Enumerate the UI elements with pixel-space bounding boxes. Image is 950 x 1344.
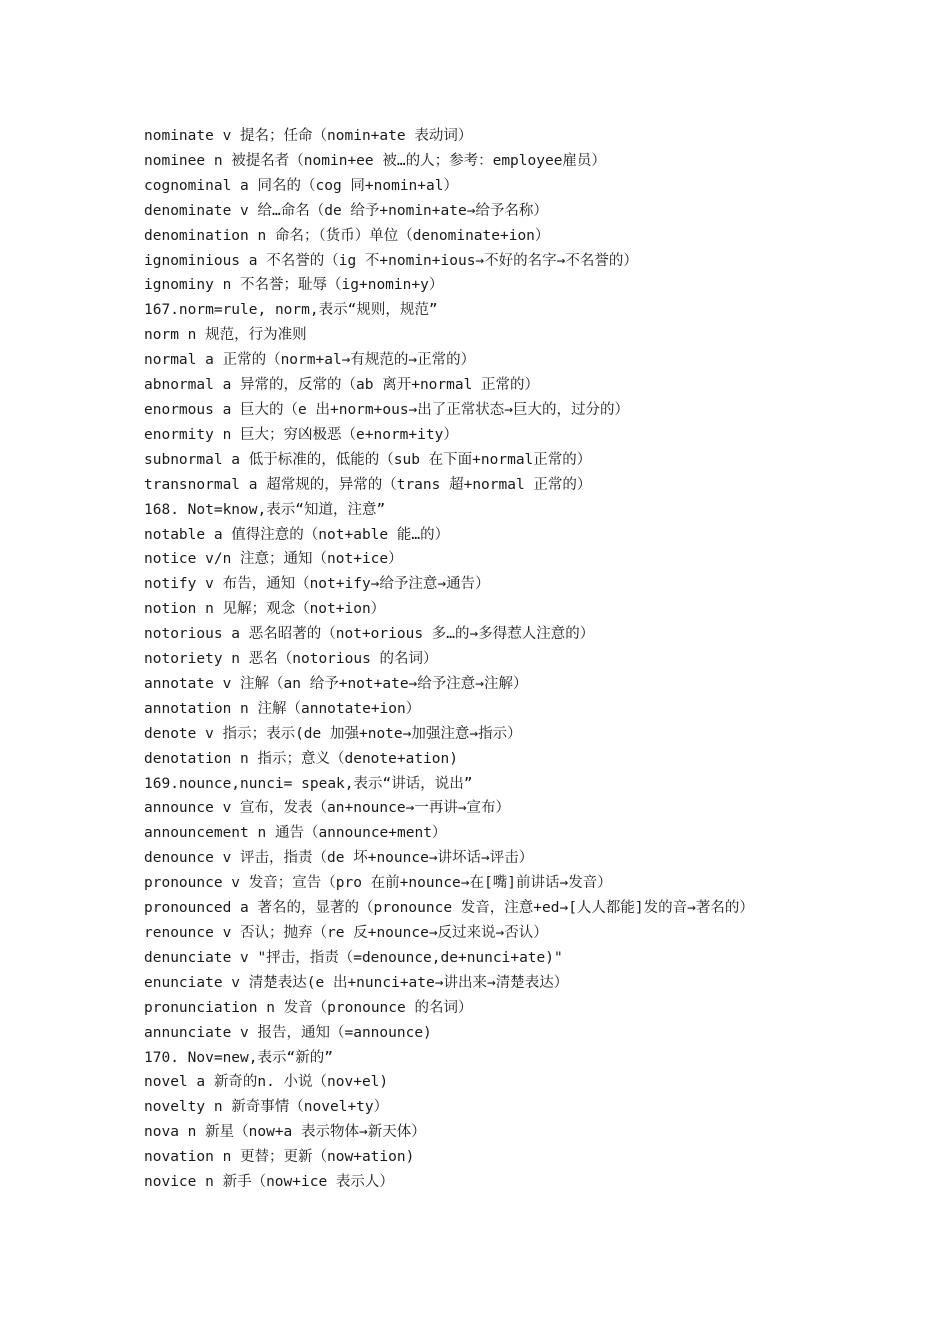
entry-denounce: denounce v 评击，指责（de 坏+nounce→讲坏话→评击） — [144, 850, 534, 867]
entry-denominate: denominate v 给…命名（de 给予+nomin+ate→给予名称） — [144, 202, 548, 219]
entry-nova: nova n 新星（now+a 表示物体→新天体） — [144, 1124, 426, 1141]
entry-pronunciation: pronunciation n 发音（pronounce 的名词） — [144, 999, 473, 1016]
section-heading-169-nounce: 169.nounce,nunci= speak,表示“讲话，说出” — [144, 775, 473, 792]
entry-cognominal: cognominal a 同名的（cog 同+nomin+al） — [144, 177, 458, 194]
section-heading-167-norm: 167.norm=rule, norm,表示“规则，规范” — [144, 302, 438, 319]
entry-notorious: notorious a 恶名昭著的（not+orious 多…的→多得惹人注意的） — [144, 626, 595, 643]
entry-abnormal: abnormal a 异常的，反常的（ab 离开+normal 正常的） — [144, 377, 540, 394]
entry-announce: announce v 宣布，发表（an+nounce→一再讲→宣布） — [144, 800, 511, 817]
entry-transnormal: transnormal a 超常规的，异常的（trans 超+normal 正常的） — [144, 476, 592, 493]
entry-novice: novice n 新手（now+ice 表示人） — [144, 1174, 394, 1191]
entry-enormity: enormity n 巨大；穷凶极恶（e+norm+ity） — [144, 426, 458, 443]
word-list — [144, 124, 794, 1195]
section-heading-170-nov: 170. Nov=new,表示“新的” — [144, 1049, 333, 1066]
entry-annunciate: annunciate v 报告，通知（=announce) — [144, 1024, 432, 1041]
entry-pronounce: pronounce v 发音；宣告（pro 在前+nounce→在[嘴]前讲话→发音） — [144, 875, 612, 892]
entry-enunciate: enunciate v 清楚表达(e 出+nunci+ate→讲出来→清楚表达） — [144, 974, 569, 991]
entry-normal: normal a 正常的（norm+al→有规范的→正常的） — [144, 352, 476, 369]
entry-subnormal: subnormal a 低于标准的，低能的（sub 在下面+normal正常的） — [144, 451, 592, 468]
entry-announcement: announcement n 通告（announce+ment） — [144, 825, 447, 842]
entry-pronounced: pronounced a 著名的，显著的（pronounce 发音，注意+ed→[人人都能]发的音→著名的） — [144, 900, 754, 917]
entry-novel: novel a 新奇的n. 小说（nov+el) — [144, 1074, 389, 1091]
entry-nominate: nominate v 提名；任命（nomin+ate 表动词） — [144, 128, 473, 144]
entry-ignominious: ignominious a 不名誉的（ig 不+nomin+ious→不好的名字→不名誉的） — [144, 252, 638, 269]
entry-annotate: annotate v 注解（an 给予+not+ate→给予注意→注解） — [144, 675, 528, 692]
entry-enormous: enormous a 巨大的（e 出+norm+ous→出了正常状态→巨大的，过分的） — [144, 401, 630, 418]
entry-notoriety: notoriety n 恶名（notorious 的名词） — [144, 651, 438, 668]
entry-notify: notify v 布告，通知（not+ify→给予注意→通告） — [144, 576, 490, 593]
entry-nominee: nominee n 被提名者（nomin+ee 被…的人；参考：employee雇员） — [144, 152, 606, 169]
entry-notice: notice v/n 注意；通知（not+ice） — [144, 551, 403, 568]
entry-norm: norm n 规范，行为准则 — [144, 327, 307, 344]
entry-novelty: novelty n 新奇事情（novel+ty） — [144, 1099, 389, 1116]
entry-denotation: denotation n 指示；意义（denote+ation) — [144, 750, 458, 767]
entry-notable: notable a 值得注意的（not+able 能…的） — [144, 526, 450, 543]
entry-denomination: denomination n 命名；（货币）单位（denominate+ion） — [144, 227, 550, 244]
entry-denunciate: denunciate v "抨击，指责（=denounce,de+nunci+ate)" — [144, 949, 563, 966]
entry-denote: denote v 指示；表示(de 加强+note→加强注意→指示） — [144, 725, 522, 742]
entry-renounce: renounce v 否认；抛弃（re 反+nounce→反过来说→否认） — [144, 925, 548, 941]
entry-novation: novation n 更替；更新（now+ation) — [144, 1149, 415, 1166]
entry-annotation: annotation n 注解（annotate+ion） — [144, 700, 421, 717]
entry-notion: notion n 见解；观念（not+ion） — [144, 601, 386, 618]
section-heading-168-not: 168. Not=know,表示“知道，注意” — [144, 501, 386, 518]
entry-ignominy: ignominy n 不名誉；耻辱（ig+nomin+y） — [144, 277, 444, 294]
